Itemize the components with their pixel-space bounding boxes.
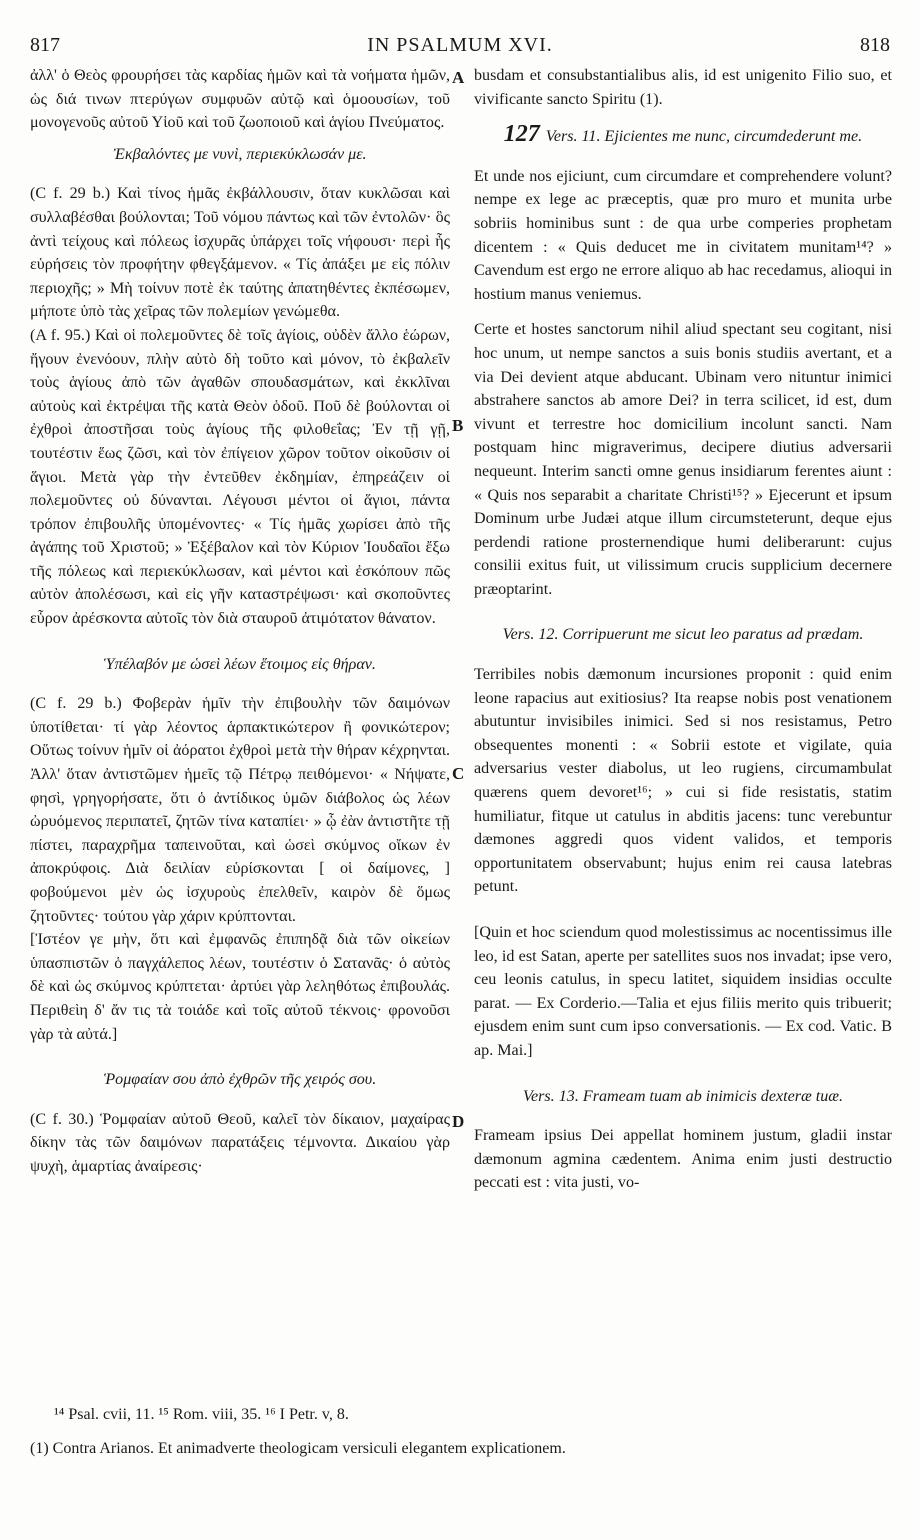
latin-verse-heading: Vers. 12. Corripuerunt me sicut leo paratus ad prædam.: [502, 626, 864, 644]
greek-verse-heading: Ὑπέλαβόν με ὡσεὶ λέων ἕτοιμος εἰς θήραν.: [104, 655, 376, 673]
latin-paragraph: Terribiles nobis dæmonum incursiones proponit : quid enim leone rapacius aut exitiosius? Ita reapse nobis post venationem abutuntur invisibiles inimici. Sed si nos resistamus, Petro obsequentes monenti : « Sobrii estote et vigilate, quia adversarius vester diabolus, ut leo rugiens, circumambulat quærens quem devoret¹⁶; » cui si fide resistatis, statim humiliatur, fitque ut catulus in abditis jacens: tunc verebuntur dæmones aggredi quos vident validos, et temporis opportunitatem observabunt; hujus enim rei causa latebras petunt.: [474, 666, 892, 896]
latin-verse-heading: Vers. 13. Frameam tuam ab inimicis dexteræ tuæ.: [522, 1087, 844, 1105]
latin-paragraph: Certe et hostes sanctorum nihil aliud spectant seu cogitant, nisi hoc unum, ut nempe sanctos a suis bonis studiis avertant, et a via Dei devient atque abducant. Ubinam vero nituntur inimici abstrahere sanctos ab amore Dei? in terra scilicet, id est, dum vivunt et terrestre hoc domicilium incolunt sancti. Nam postquam hinc migraverimus, decipere diutius adversarii nequeunt. Interim sancti omne genus insidiarum ferentes aiunt : « Quis nos separabit a charitate Christi¹⁵? » Ejecerunt et ipsum Dominum urbe Judæi atque illum circumsteterunt, deque ejus perdendi ratione prosternendique humi deliberarunt: cujus consilii exitus fuit, ut vilissimum crucis supplicium decernere præoptarint.: [474, 321, 892, 598]
greek-paragraph: (A f. 95.) Καὶ οἱ πολεμοῦντες δὲ τοῖς ἁγίοις, οὐδὲν ἄλλο ἑώρων, ἤγουν ἐνενόουν, πλὴν αὐτὸ δὴ τοῦτο καὶ μόνον, τὸ ἐκβαλεῖν τοὺς ἁγίους ἀπὸ τῶν ἀγαθῶν σπουδασμάτων, καὶ ἐκκλῖναι αὐτοὺς καὶ ἐκτρέψαι τῆς κατὰ Θεὸν ὁδοῦ. Ποῦ δὲ βούλονται οἱ ἐχθροὶ ἀποστῆσαι τοὺς ἁγίους τῆς φιλοθεΐας; Ἐν τῇ γῇ, τουτέστιν ἕως ζῶσι, καὶ τὸν ἐπίγειον χῶρον τοῦτον οἰκοῦσιν οἱ ἅγιοι. Μετὰ γὰρ τὴν ἐντεῦθεν ἐκδημίαν, ἐπηρεάζειν οἱ πολεμοῦντες οὐ δύνανται. Λέγουσι μέντοι οἱ ἅγιοι, πάντα τρόπον ἐπιβουλῆς ὑπομένοντες· « Τίς ἡμᾶς χωρίσει ἀπὸ τῆς ἀγάπης τοῦ Χριστοῦ; » Ἐξέβαλον καὶ τὸν Κύριον Ἰουδαῖοι ἔξω τῆς πόλεως καὶ περιεκύκλωσαν, καὶ μέντοι καὶ ἐσκόπουν πῶς αὐτὸν ἀπολέσωσι, καὶ εἰς γῆν καταστρέψωσι· καὶ σκοποῦντες εὗρον ἀρέσκοντα αὐτοῖς τὸν διὰ σταυροῦ ἀτιμότατον θάνατον.: [30, 326, 450, 628]
footnotes: [30, 1403, 890, 1461]
footnote-note: (1) Contra Arianos. Et animadverte theologicam versiculi elegantem explicationem.: [30, 1440, 566, 1457]
margin-marker-c: C: [452, 764, 465, 783]
latin-column: [474, 64, 892, 1195]
right-page-number: 818: [860, 34, 890, 56]
left-page-number: 817: [30, 34, 60, 56]
greek-column: [30, 64, 450, 1179]
running-title: IN PSALMUM XVI.: [367, 34, 553, 56]
running-header: [30, 34, 890, 58]
margin-marker-b: B: [452, 416, 464, 435]
greek-paragraph: (C f. 29 b.) Καὶ τίνος ἡμᾶς ἐκβάλλουσιν, ὅταν κυκλῶσαι καὶ συλλαβέσθαι βούλονται; Τοῦ νόμου πάντως καὶ τῶν ἐντολῶν· ὃς ἀντὶ τείχους καὶ πόλεως ἰσχυρᾶς ὑπάρχει τοῖς νήφουσι· περὶ ἧς εὑρήσεις τὸν προφήτην φθεγξάμενον. « Τίς ἀπάξει με εἰς πόλιν περιοχῆς; » Μὴ τοίνυν ποτὲ ἐκ ταύτης ἀπατηθέντες ἐκπέσωμεν, μήποτε ὑπὸ τὰς χεῖρας τῶν πολεμίων γενώμεθα.: [30, 185, 450, 321]
latin-paragraph: Frameam ipsius Dei appellat hominem justum, gladii instar dæmonum agmina cædentem. Anima enim justi destructio peccati est : vita justi, vo-: [474, 1127, 892, 1192]
section-number: 127: [503, 121, 540, 148]
latin-verse-text: Vers. 11. Ejicientes me nunc, circumdederunt me.: [545, 128, 863, 146]
greek-paragraph: (C f. 29 b.) Φοβερὰν ἡμῖν τὴν ἐπιβουλὴν τῶν δαιμόνων ὑποτίθεται· τί γὰρ λέοντος ἁρπακτικώτερον ἢ φονικώτερον; Οὕτως τοίνυν ἡμῖν οἱ ἀόρατοι ἐχθροὶ μετὰ τὴν θήραν κέχρηνται. Ἀλλ' ὅταν ἀντιστῶμεν ἡμεῖς τῷ Πέτρῳ πειθόμενοι· « Νήψατε, φησὶ, γρηγορήσατε, ὅτι ὁ ἀντίδικος ὑμῶν διάβολος ὡς λέων ὠρυόμενος περιπατεῖ, ζητῶν τίνα καταπίει· » ᾧ ἐὰν ἀντιστῆτε τῇ πίστει, παραχρῆμα ταπεινοῦται, καὶ ὡσεὶ σκύμνος οἴκων ἐν ἀποκρύφοις. Διὰ δειλίαν εὑρίσκονται [ οἱ δαίμονες, ] φοβούμενοι μὲν ὡς ἰσχυροὺς ἐπελθεῖν, καιρὸν δὲ ὅμως ζητοῦντες· τούτου γὰρ χάριν κρύπτονται.: [30, 695, 450, 925]
greek-verse-heading: Ῥομφαίαν σου ἀπὸ ἐχθρῶν τῆς χειρός σου.: [103, 1071, 377, 1089]
margin-marker-d: D: [452, 1112, 465, 1131]
greek-paragraph: ἀλλ' ὁ Θεὸς φρουρήσει τὰς καρδίας ἡμῶν καὶ τὰ νοήματα ἡμῶν, ὡς διά τινων πτερύγων συμφυῶν αὐτῷ καὶ ὁμοουσίων, τοῦ μονογενοῦς αὐτοῦ Υἱοῦ καὶ τοῦ ζωοποιοῦ καὶ ἁγίου Πνεύματος.: [30, 67, 450, 132]
greek-paragraph: [Ἰστέον γε μὴν, ὅτι καὶ ἐμφανῶς ἐπιπηδᾷ διὰ τῶν οἰκείων ὑπασπιστῶν ὁ παγχάλεπος λέων, τουτέστιν ὁ Σατανᾶς· ὁ αὐτὸς δὲ καὶ ὡς σκύμνος κρύπτεται· ἀρτύει γὰρ λεληθότως ἐπιβουλάς. Περιθεὶη δ' ἄν τις τὰ τοιάδε καὶ τοῖς αὐτοῦ τέκνοις· φρονοῦσι γὰρ τὰ αὐτά.]: [30, 931, 450, 1043]
latin-paragraph: Et unde nos ejiciunt, cum circumdare et comprehendere volunt? nempe ex lege ac præceptis, quæ pro muro et munita urbe sobriis hominibus sunt : de qua urbe comperies prophetam dicentem : « Quis deducet me in civitatem munitam¹⁴? » Cavendum est ergo ne errore aliquo ab hac recedamus, alioqui in hostium manus veniemus.: [474, 167, 892, 303]
greek-verse-heading: Ἐκβαλόντες με νυνὶ, περιεκύκλωσάν με.: [113, 145, 367, 163]
greek-paragraph: (C f. 30.) Ῥομφαίαν αὐτοῦ Θεοῦ, καλεῖ τὸν δίκαιον, μαχαίρας δίκην τὰς τῶν δαιμόνων παρατάξεις τέμνοντα. Δικαίου γὰρ ψυχὴ, ἁμαρτίας ἀναίρεσις·: [30, 1110, 450, 1175]
latin-paragraph: [Quin et hoc sciendum quod molestissimus ac nocentissimus ille leo, id est Satan, aperte per satellites suos nos invadat; ipse vero, ceu leonis catulus, in specu latitet, siquidem insidias occulte parat. — Ex Corderio.—Talia et ejus filiis merito quis tribuerit; ejusdem enim sunt cum ipso conversationis. — Ex cod. Vatic. B ap. Mai.]: [474, 924, 892, 1059]
latin-paragraph: busdam et consubstantialibus alis, id est unigenito Filio suo, et vivificante sancto Spiritu (1).: [474, 67, 892, 108]
margin-marker-a: A: [452, 68, 465, 87]
footnote-references: ¹⁴ Psal. cvii, 11. ¹⁵ Rom. viii, 35. ¹⁶ I Petr. v, 8.: [54, 1406, 349, 1423]
latin-verse-heading: [474, 123, 892, 149]
